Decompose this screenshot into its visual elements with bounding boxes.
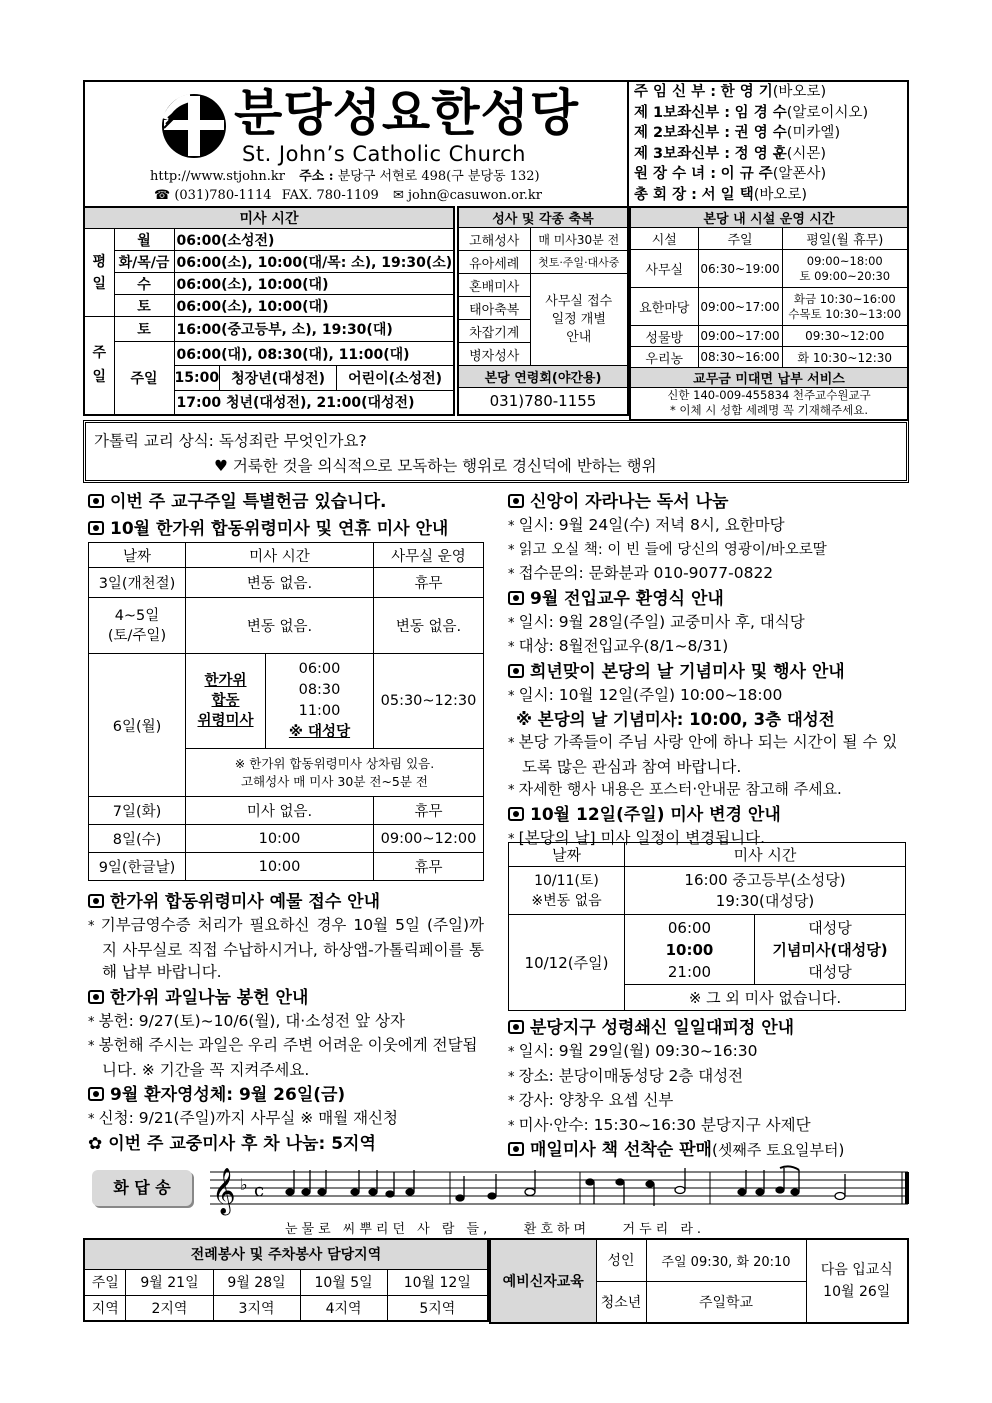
staff-row: 원 장 수 녀 : 이 규 주(알폰사) — [634, 166, 827, 182]
mass-change-note: ※ 그 외 미사 없습니다. — [625, 985, 906, 1011]
flower-icon: ✿ — [88, 1133, 103, 1154]
retreat-detail-4: * 미사·안수: 15:30~16:30 분당지구 사제단 — [508, 1114, 908, 1139]
parish-day-detail-3: * 본당 가족들이 주님 사랑 안에 하나 되는 시간이 될 수 있도록 많은 관심과 참여 바랍니다. — [508, 731, 908, 778]
memorial-mass-label: 한가위 합동 위령미사 — [186, 654, 266, 749]
time-0600: 06:00 — [667, 918, 712, 937]
music-staff — [210, 1160, 910, 1216]
facility-name: 요한마당 — [630, 288, 698, 326]
youth-time: 주일학교 — [646, 1281, 806, 1323]
left-notices — [88, 890, 484, 1156]
notice-icon — [88, 990, 104, 1004]
svg-text:c: c — [254, 1180, 265, 1201]
mass-cell: 변동 없음. — [186, 598, 374, 654]
duty-cell: 2지역 — [126, 1295, 213, 1321]
mass-time-table — [83, 206, 455, 416]
fruit-detail-2: * 봉헌해 주시는 과일은 우리 주변 어려운 이웃에게 전달됩니다. ※ 기간을 꼭 지켜주세요. — [88, 1034, 484, 1081]
sick-communion-detail: * 신청: 9/21(주일)까지 사무실 ※ 매월 재신청 — [88, 1107, 484, 1132]
notice-offering: 한가위 합동위령미사 예물 접수 안내 — [88, 890, 484, 914]
duty-cell: 9월 21일 — [126, 1269, 213, 1295]
day-cell: 화/목/금 — [114, 251, 174, 273]
website-link[interactable]: http://www.stjohn.kr — [150, 169, 285, 184]
sacrament-item: 태아축복 — [458, 297, 530, 320]
reading-detail-2: * 읽고 오실 책: 이 빈 들에 당신의 영광이/바오로딸 — [508, 539, 908, 563]
catechism-answer: ♥ 거룩한 것을 의식적으로 모독하는 행위로 경신덕에 반하는 행위 — [214, 457, 657, 475]
place-cell — [755, 915, 906, 985]
catechism-question: 가톨릭 교리 상식: 독성죄란 무엇인가요? — [94, 432, 367, 450]
notice-icon — [508, 807, 524, 821]
mass-cell: 10:00 — [186, 853, 374, 881]
facility-name: 우리농 — [630, 347, 698, 368]
col-header: 날짜 — [89, 543, 186, 568]
place-1: 대성당 — [808, 918, 852, 937]
funeral-phone: 031)780-1155 — [458, 388, 628, 415]
right-notices — [508, 490, 908, 851]
catechism-box — [83, 420, 909, 483]
duty-cell: 10월 12일 — [387, 1269, 488, 1295]
notice-fruit: 한가위 과일나눔 봉헌 안내 — [88, 986, 484, 1010]
staff-list — [634, 82, 908, 205]
header-contact-1 — [150, 168, 540, 185]
notice-icon — [88, 894, 104, 908]
notice-icon — [508, 1020, 524, 1034]
facility-header: 본당 내 시설 운영 시간 — [630, 207, 908, 228]
col-header: 날짜 — [509, 843, 625, 867]
right-notices-2 — [508, 1016, 908, 1162]
date-cell: 7일(화) — [89, 797, 186, 825]
duty-cell: 주일 — [84, 1269, 126, 1295]
sacrament-item: 병자성사 — [458, 343, 530, 366]
catechumen-table — [489, 1238, 909, 1324]
notice-icon — [508, 494, 524, 508]
mass-cell: 변동 없음. — [186, 568, 374, 598]
sacrament-info: 사무실 접수 일정 개별 안내 — [530, 274, 628, 366]
col-header: 미사 시간 — [625, 843, 906, 867]
notice-tea: ✿ 이번 주 교중미사 후 차 나눔: 5지역 — [88, 1133, 376, 1154]
col-header: 미사 시간 — [186, 543, 374, 568]
church-subtitle: St. John’s Catholic Church — [242, 142, 526, 166]
svg-text:♭: ♭ — [240, 1175, 248, 1194]
reading-detail-1: * 일시: 9월 24일(수) 저녁 8시, 요한마당 — [508, 514, 908, 539]
retreat-detail-2: * 장소: 분당이매동성당 2층 대성전 — [508, 1065, 908, 1090]
notice-parish-day: 희년맞이 본당의 날 기념미사 및 행사 안내 — [508, 660, 908, 684]
staff-row: 제 2보좌신부 : 권 영 수(미카엘) — [634, 125, 841, 141]
facility-week: 09:00~18:00 토 09:00~20:30 — [782, 250, 908, 288]
time-cell: 06:00(대), 08:30(대), 11:00(대) — [174, 342, 454, 366]
memorial-note: ※ 한가위 합동위령미사 상차림 있음. 고해성사 매 미사 30분 전~5분 전 — [186, 749, 484, 797]
offering-detail: * 기부금영수증 처리가 필요하신 경우 10월 5일 (주일)까지 사무실로 직접 수납하시거나, 하상앱-가톨릭페이를 통해 납부 바랍니다. — [88, 914, 484, 984]
office-cell: 변동 없음. — [374, 598, 484, 654]
mass-cell — [625, 915, 755, 985]
memorial-place: ※ 대성당 — [288, 724, 351, 740]
day-cell: 주일 — [114, 342, 174, 415]
duty-cell: 3지역 — [213, 1295, 300, 1321]
tax-header: 교무금 미대면 납부 서비스 — [630, 368, 908, 388]
facility-col: 주일 — [698, 228, 782, 250]
notice-icon — [508, 1142, 524, 1156]
facility-name: 성물방 — [630, 326, 698, 347]
memorial-times: 06:00 08:30 11:00 — [298, 661, 341, 719]
office-cell: 05:30~12:30 — [374, 654, 484, 749]
facility-week: 09:30~12:00 — [782, 326, 908, 347]
church-title: 분당성요한성당 — [234, 84, 580, 142]
sacrament-item: 고해성사 — [458, 228, 530, 251]
sacrament-info: 매 미사30분 전 — [530, 228, 628, 251]
date-cell: 6일(월) — [89, 654, 186, 797]
fax-text: FAX. 780-1109 — [281, 188, 379, 203]
facility-week: 화금 10:30~16:00 수목토 10:30~13:00 — [782, 288, 908, 326]
time-2100: 21:00 — [667, 962, 712, 981]
header-contact-2 — [154, 187, 542, 204]
mass-cell: 10:00 — [186, 825, 374, 853]
time-cell: 17:00 청년(대성전), 21:00(대성전) — [174, 391, 454, 415]
psalm-label: 화 답 송 — [92, 1170, 192, 1206]
tax-note: * 이체 시 성함 세례명 꼭 기재해주세요. — [670, 403, 868, 418]
date-cell: 4~5일 (토/주일) — [89, 598, 186, 654]
notice-sick-communion: 9월 환자영성체: 9월 26일(금) — [88, 1083, 484, 1107]
time-cell: 청장년(대성전) — [220, 366, 337, 390]
catechumen-header: 예비신자교육 — [490, 1239, 596, 1323]
retreat-detail-3: * 강사: 양창우 요셉 신부 — [508, 1089, 908, 1114]
next-entrance: 다음 입교식 10월 26일 — [806, 1239, 908, 1323]
date-cell: 10/11(토) ※변동 없음 — [509, 867, 625, 915]
time-cell: 15:00 — [175, 366, 220, 390]
notice-reading: 신앙이 자라나는 독서 나눔 — [508, 490, 908, 514]
time-1000: 10:00 — [665, 940, 714, 959]
notice-icon — [88, 1087, 104, 1101]
tax-info — [630, 388, 908, 420]
facility-col: 평일(월 휴무) — [782, 228, 908, 250]
facility-sun: 09:00~17:00 — [698, 288, 782, 326]
adult-time: 주일 09:30, 화 20:10 — [646, 1239, 806, 1281]
notice-welcome: 9월 전입교우 환영식 안내 — [508, 587, 908, 611]
retreat-detail-1: * 일시: 9월 29일(월) 09:30~16:30 — [508, 1040, 908, 1065]
phone-text: ☎ (031)780-1114 — [154, 188, 272, 203]
mass-cell — [266, 654, 374, 749]
welcome-detail-2: * 대상: 8월전입교우(8/1~8/31) — [508, 635, 908, 660]
date-cell: 3일(개천절) — [89, 568, 186, 598]
office-cell: 휴무 — [374, 568, 484, 598]
notice-retreat: 분당지구 성령쇄신 일일대피정 안내 — [508, 1016, 908, 1040]
tax-account: 신한 140-009-455834 천주교수원교구 — [667, 388, 871, 403]
facility-col: 시설 — [630, 228, 698, 250]
time-cell: 어린이(소성전) — [348, 371, 443, 387]
day-cell: 월 — [114, 229, 174, 251]
staff-row: 총 회 장 : 서 일 택(바오로) — [634, 186, 808, 203]
notice-special-collection: 이번 주 교구주일 특별헌금 있습니다. — [88, 490, 386, 514]
address-text: 분당구 서현로 498(구 분당동 132) — [337, 169, 540, 184]
duty-cell: 9월 28일 — [213, 1269, 300, 1295]
day-cell: 토 — [114, 317, 174, 342]
welcome-detail-1: * 일시: 9월 28일(주일) 교중미사 후, 대식당 — [508, 611, 908, 636]
duty-table — [83, 1238, 489, 1322]
sacrament-item: 혼배미사 — [458, 274, 530, 297]
time-cell: 06:00(소성전) — [174, 229, 454, 251]
adult-label: 성인 — [596, 1239, 646, 1281]
parish-day-detail-1: * 일시: 10월 12일(주일) 10:00~18:00 — [508, 684, 908, 709]
notice-chuseok-mass: 10월 한가위 합동위령미사 및 연휴 미사 안내 — [88, 517, 448, 541]
mass-change-detail: * [본당의 날] 미사 일정이 변경됩니다. — [508, 827, 908, 852]
duty-cell: 5지역 — [387, 1295, 488, 1321]
facility-sun: 09:00~17:00 — [698, 326, 782, 347]
fruit-detail-1: * 봉헌: 9/27(토)~10/6(월), 대·소성전 앞 상자 — [88, 1010, 484, 1035]
funeral-header: 본당 연령회(야간용) — [458, 366, 628, 388]
mass-change-table — [508, 842, 906, 1011]
date-cell: 10/12(주일) — [509, 915, 625, 1011]
staff-row: 주 임 신 부 : 한 영 기(바오로) — [634, 84, 827, 100]
facility-sun: 06:30~19:00 — [698, 250, 782, 288]
facility-table — [629, 206, 909, 421]
sacrament-header: 성사 및 각종 축복 — [458, 207, 628, 228]
staff-row: 제 1보좌신부 : 임 경 수(알로이시오) — [634, 104, 869, 121]
duty-cell: 10월 5일 — [300, 1269, 387, 1295]
parish-day-detail-4: * 자세한 행사 내용은 포스터·안내문 참고해 주세요. — [508, 778, 908, 803]
church-logo-icon — [160, 92, 226, 160]
svg-text:𝄞: 𝄞 — [212, 1168, 236, 1214]
address-label: 주소 : — [299, 169, 334, 184]
day-cell: 수 — [114, 273, 174, 295]
col-header: 사무실 운영 — [374, 543, 484, 568]
date-cell: 8일(수) — [89, 825, 186, 853]
place-2: 기념미사(대성당) — [772, 940, 888, 959]
psalm-lyrics: 눈물로 씨뿌리던 사 람 들, 환호하며 거두리 라. — [285, 1222, 706, 1237]
office-cell: 휴무 — [374, 853, 484, 881]
facility-name: 사무실 — [630, 250, 698, 288]
sunday-label: 주 일 — [84, 317, 114, 415]
date-cell: 9일(한글날) — [89, 853, 186, 881]
header-divider — [627, 80, 629, 206]
youth-label: 청소년 — [596, 1281, 646, 1323]
notice-missal-sale: 매일미사 책 선착순 판매(셋째주 토요일부터) — [508, 1138, 908, 1162]
notice-icon — [508, 664, 524, 678]
notice-icon — [508, 591, 524, 605]
time-cell: 06:00(소), 10:00(대) — [174, 273, 454, 295]
day-cell: 토 — [114, 295, 174, 317]
weekday-label: 평 일 — [84, 229, 114, 317]
facility-sun: 08:30~16:00 — [698, 347, 782, 368]
notice-mass-change: 10월 12일(주일) 미사 변경 안내 — [508, 803, 908, 827]
facility-week: 화 10:30~12:30 — [782, 347, 908, 368]
staff-row: 제 3보좌신부 : 정 영 훈(시몬) — [634, 145, 827, 162]
sacrament-info: 첫토·주일·대사중 — [530, 251, 628, 274]
parish-day-detail-2: ※ 본당의 날 기념미사: 10:00, 3층 대성전 — [516, 710, 835, 729]
reading-detail-3: * 접수문의: 문화분과 010-9077-0822 — [508, 562, 908, 587]
sun2-cell — [174, 366, 454, 391]
time-cell: 06:00(소), 10:00(대/목: 소), 19:30(소) — [174, 251, 454, 273]
office-cell: 09:00~12:00 — [374, 825, 484, 853]
duty-header: 전례봉사 및 주차봉사 담당지역 — [84, 1239, 488, 1269]
chuseok-table — [88, 542, 484, 881]
sacrament-item: 유아세례 — [458, 251, 530, 274]
duty-cell: 지역 — [84, 1295, 126, 1321]
sacrament-table — [457, 206, 629, 416]
duty-cell: 4지역 — [300, 1295, 387, 1321]
mass-cell: 16:00 중고등부(소성당) 19:30(대성당) — [625, 867, 906, 915]
time-cell: 06:00(소), 10:00(대) — [174, 295, 454, 317]
office-cell: 휴무 — [374, 797, 484, 825]
time-cell: 16:00(중고등부, 소), 19:30(대) — [174, 317, 454, 342]
mass-table-header: 미사 시간 — [84, 207, 454, 229]
sacrament-item: 차잡기계 — [458, 320, 530, 343]
notice-icon — [88, 494, 104, 508]
mass-cell: 미사 없음. — [186, 797, 374, 825]
email-link[interactable]: ✉ john@casuwon.or.kr — [392, 188, 542, 203]
notice-icon — [88, 521, 104, 535]
place-3: 대성당 — [808, 962, 852, 981]
